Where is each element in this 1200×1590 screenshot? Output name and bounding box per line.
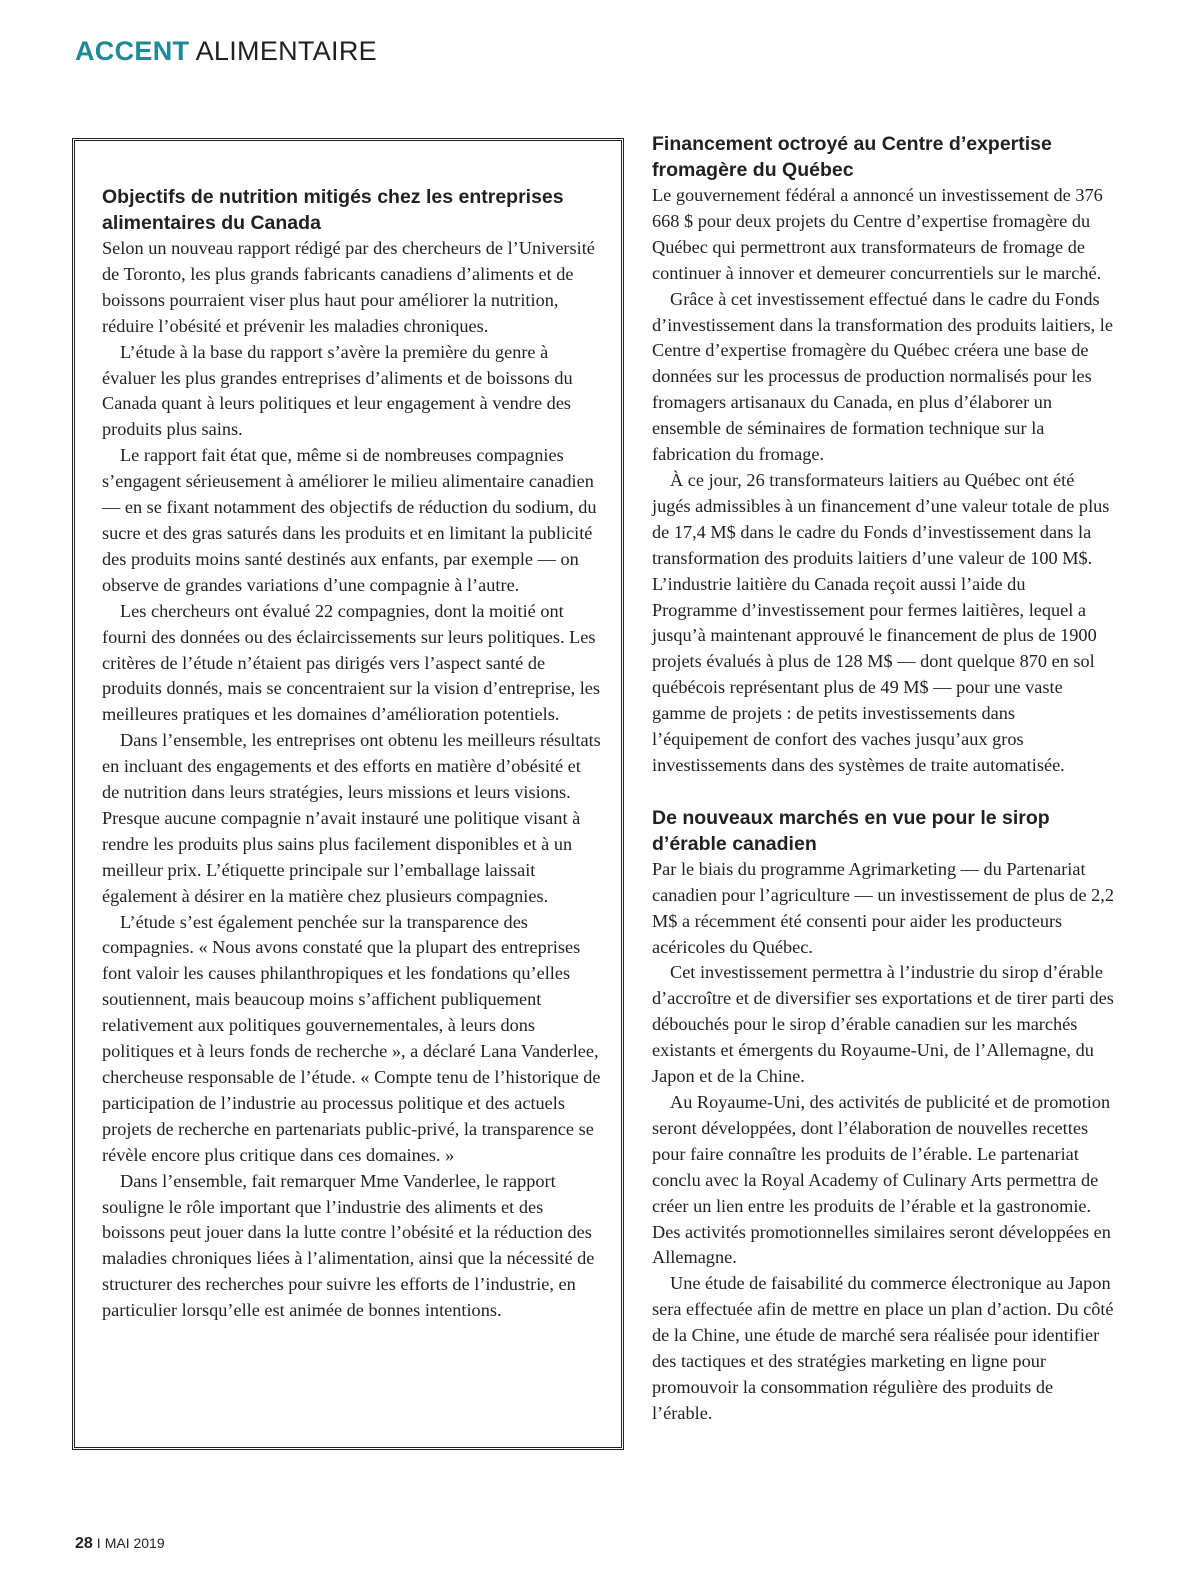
page-footer	[75, 1535, 165, 1553]
cheese-article-paragraph: Le gouvernement fédéral a annoncé un investissement de 376 668 $ pour deux projets du Centre d’expertise fromagère du Québec qui permettront aux transformateurs de fromage de continuer à innover et demeurer concurrentiels sur le marché.	[652, 185, 1103, 283]
maple-article-paragraph: Par le biais du programme Agrimarketing — du Partenariat canadien pour l’agriculture — un investissement de plus de 2,2 M$ a récemment été consenti pour aider les producteurs acéricoles du Québec.	[652, 858, 1114, 957]
box-article-title: Objectifs de nutrition mitigés chez les entreprises alimentaires du Canada	[102, 186, 564, 234]
box-article-paragraph: Le rapport fait état que, même si de nombreuses compagnies s’engagent sérieusement à améliorer le milieu alimentaire canadien — en se fixant notamment des objectifs de réduction du sodium, du sucre et des gras saturés dans les produits et en limitant la publicité des produits moins santé destinés aux enfants, par exemple — on observe de grandes variations d’une compagnie à l’autre.	[102, 445, 597, 595]
box-article-paragraph: L’étude s’est également penchée sur la transparence des compagnies. « Nous avons constaté que la plupart des entreprises font valoir les causes philanthropiques et les fondations qu’elles soutiennent, mais beaucoup moins s’affichent publiquement relativement aux politiques gouvernementales, à leurs dons politiques et à leurs fonds de recherche », a déclaré Lana Vanderlee, chercheuse responsable de l’étude. « Compte tenu de l’historique de participation de l’industrie au processus politique et des actuels projets de recherche en partenariats public-privé, la transparence se révèle encore plus critique dans ces domaines. »	[102, 911, 601, 1165]
section-header-name: ALIMENTAIRE	[195, 36, 377, 66]
cheese-article-title: Financement octroyé au Centre d’expertise fromagère du Québec	[652, 133, 1052, 181]
section-header	[75, 36, 377, 67]
cheese-article-paragraph: Grâce à cet investissement effectué dans le cadre du Fonds d’investissement dans la transformation des produits laitiers, le Centre d’expertise fromagère du Québec créera une base de données sur les processus de production normalisés pour les fromagers artisanaux du Canada, en plus d’élaborer un ensemble de séminaires de formation technique sur la fabrication du fromage.	[652, 288, 1113, 465]
cheese-article-paragraph: À ce jour, 26 transformateurs laitiers au Québec ont été jugés admissibles à un financement d’une valeur totale de plus de 17,4 M$ dans le cadre du Fonds d’investissement dans la transformation des produits laitiers d’une valeur de 100 M$. L’industrie laitière du Canada reçoit aussi l’aide du Programme d’investissement pour fermes laitières, lequel a jusqu’à maintenant approuvé le financement de plus de 1900 projets évalués à plus de 128 M$ — dont quelque 870 en sol québécois représentant plus de 49 M$ — pour une vaste gamme de projets : de petits investissements dans l’équipement de confort des vaches jusqu’aux gros investissements dans des systèmes de traite automatisée.	[652, 469, 1110, 775]
maple-article-paragraph: Au Royaume-Uni, des activités de publicité et de promotion seront développées, dont l’élaboration de nouvelles recettes pour faire connaître les produits de l’érable. Le partenariat conclu avec la Royal Academy of Culinary Arts permettra de créer un lien entre les produits de l’érable et la gastronomie. Des activités promotionnelles similaires seront développées en Allemagne.	[652, 1092, 1111, 1268]
maple-article-title: De nouveaux marchés en vue pour le sirop d’érable canadien	[652, 806, 1050, 855]
sidebar-box	[72, 138, 624, 1450]
box-article-paragraph: Les chercheurs ont évalué 22 compagnies, dont la moitié ont fourni des données ou des éclaircissements sur leurs politiques. Les critères de l’étude n’étaient pas dirigés vers l’aspect santé de produits donnés, mais se concentraient sur la vision d’entreprise, les meilleures pratiques et les domaines d’amélioration potentiels.	[102, 600, 601, 725]
box-article-paragraph: Selon un nouveau rapport rédigé par des chercheurs de l’Université de Toronto, les plus grands fabricants canadiens d’aliments et de boissons pourraient viser plus haut pour améliorer la nutrition, réduire l’obésité et prévenir les maladies chroniques.	[102, 238, 595, 336]
page-number: 28	[75, 1535, 93, 1552]
footer-separator: I	[96, 1535, 101, 1551]
box-article-paragraph: L’étude à la base du rapport s’avère la première du genre à évaluer les plus grandes entreprises d’aliments et de boissons du Canada quant à leurs politiques et leur engagement à vendre des produits plus sains.	[102, 341, 573, 440]
issue-date: MAI 2019	[104, 1535, 165, 1551]
box-article-paragraph: Dans l’ensemble, les entreprises ont obtenu les meilleurs résultats en incluant des engagements et des efforts en matière d’obésité et de nutrition dans leurs stratégies, leurs missions et leurs visions. Presque aucune compagnie n’avait instauré une politique visant à rendre les produits plus sains plus facilement disponibles et à un meilleur prix. L’étiquette principale sur l’emballage laissait également à désirer en la matière chez plusieurs compagnies.	[102, 730, 601, 906]
box-article	[102, 184, 602, 1324]
maple-article-paragraph: Cet investissement permettra à l’industrie du sirop d’érable d’accroître et de diversifier ses exportations et de tirer parti des débouchés pour le sirop d’érable canadien sur les marchés existants et émergents du Royaume-Uni, de l’Allemagne, du Japon et de la Chine.	[652, 962, 1114, 1087]
maple-article-paragraph: Une étude de faisabilité du commerce électronique au Japon sera effectuée afin de mettre en place un plan d’action. Du côté de la Chine, une étude de marché sera réalisée pour identifier des tactiques et des stratégies marketing en ligne pour promouvoir la consommation régulière des produits de l’érable.	[652, 1273, 1114, 1423]
section-header-accent: ACCENT	[75, 36, 190, 66]
box-article-paragraph: Dans l’ensemble, fait remarquer Mme Vanderlee, le rapport souligne le rôle important que l’industrie des aliments et des boissons peut jouer dans la lutte contre l’obésité et la réduction des maladies chroniques liées à l’alimentation, ainsi que la nécessité de structurer des recherches pour suivre les efforts de l’industrie, en particulier lorsqu’elle est animée de bonnes intentions.	[102, 1170, 595, 1321]
right-column	[652, 131, 1114, 1427]
